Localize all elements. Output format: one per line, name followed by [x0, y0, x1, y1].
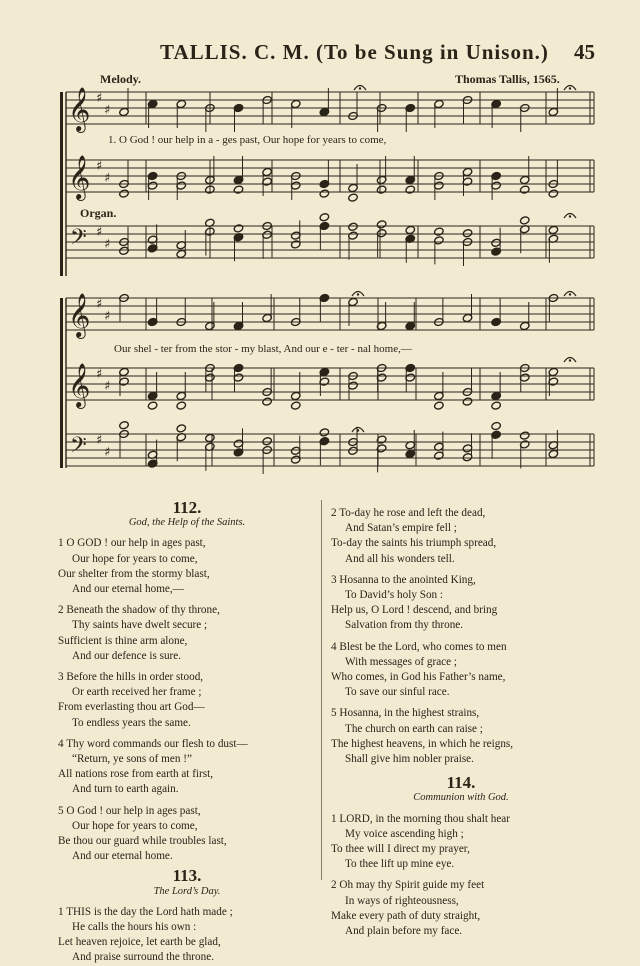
note-head	[434, 227, 445, 236]
note-head	[491, 401, 502, 410]
note-head	[348, 193, 359, 202]
sharp-icon: ♯	[96, 91, 103, 106]
verse-line: Our hope for years to come,	[72, 819, 198, 832]
verse-line: To thee will I direct my prayer,	[331, 843, 470, 856]
note-head	[319, 189, 330, 198]
verse-line: To thee lift up mine eye.	[345, 858, 455, 871]
hymn-114-verses	[331, 812, 591, 940]
sharp-icon: ♯	[96, 225, 103, 240]
verse	[58, 536, 316, 597]
music-score	[0, 0, 640, 480]
sharp-icon: ♯	[96, 367, 103, 382]
verse-line: From everlasting thou art God—	[58, 701, 205, 714]
fermata-dot	[357, 293, 359, 295]
hymn-114-number: 114.	[446, 773, 476, 793]
note-head	[319, 213, 330, 222]
note-head	[519, 431, 530, 440]
verse-line: The church on earth can raise ;	[345, 722, 483, 735]
verse-line: The highest heavens, in which he reigns,	[331, 737, 514, 750]
verse-line: My voice ascending high ;	[345, 827, 464, 840]
verse-line: 4 Blest be the Lord, who comes to men	[331, 640, 507, 653]
right-column	[331, 500, 591, 939]
lyrics-line-2: Our shel - ter from the stor - my blast, And our e - ter - nal home,—	[114, 343, 412, 355]
hymn-114-subtitle: Communion with God.	[413, 792, 509, 804]
sharp-icon: ♯	[104, 379, 111, 394]
verse	[58, 670, 316, 731]
sharp-icon: ♯	[104, 309, 111, 324]
verse-line: “Return, ye sons of men !”	[72, 753, 192, 766]
hymn-113-verses-part-1	[58, 905, 316, 966]
note-head	[176, 424, 187, 433]
treble-clef-icon: 𝄞	[68, 293, 91, 337]
verse-line: Let heaven rejoice, let earth be glad,	[58, 936, 221, 949]
verse-line: 2 To-day he rose and left the dead,	[331, 507, 486, 519]
verse-line: And Satan’s empire fell ;	[345, 522, 457, 535]
bass-clef-icon: 𝄢	[70, 433, 87, 463]
verse-line: 5 Hosanna, in the highest strains,	[331, 707, 480, 720]
verse-line: 4 Thy word commands our flesh to dust—	[58, 737, 248, 750]
page-number: 45	[574, 40, 595, 64]
fermata-dot	[357, 429, 359, 431]
sharp-icon: ♯	[96, 433, 103, 448]
verse-line: Salvation from thy throne.	[345, 619, 464, 632]
note-head	[376, 220, 387, 229]
note-head	[262, 437, 273, 446]
verse	[331, 878, 591, 939]
column-divider	[321, 500, 322, 880]
sharp-icon: ♯	[96, 297, 103, 312]
sharp-icon: ♯	[104, 171, 111, 186]
sharp-icon: ♯	[104, 237, 111, 252]
note-head	[405, 185, 416, 194]
note-head	[548, 225, 559, 234]
verse-line: To save our sinful race.	[345, 686, 450, 699]
note-head	[434, 401, 445, 410]
verse-line: To endless years the same.	[72, 716, 191, 729]
treble-clef-icon: 𝄞	[68, 87, 91, 131]
verse-line: And all his wonders tell.	[345, 552, 455, 565]
note-head	[519, 185, 530, 194]
sharp-icon: ♯	[96, 159, 103, 174]
verse	[58, 603, 316, 664]
verse-line: And praise surround the throne.	[72, 951, 214, 964]
sharp-icon: ♯	[104, 103, 111, 118]
verse-line: 1 THIS is the day the Lord hath made ;	[58, 905, 233, 918]
verse-line: Make every path of duty straight,	[331, 909, 481, 922]
fermata-dot	[569, 359, 571, 361]
verse-line: Who comes, in God his Father’s name,	[331, 671, 506, 684]
note-head	[491, 421, 502, 430]
verse	[331, 640, 591, 701]
note-head	[548, 189, 559, 198]
lyrics-line-1: 1. O God ! our help in a - ges past, Our hope for years to come,	[108, 134, 387, 146]
verse	[58, 737, 316, 798]
left-column	[58, 500, 316, 966]
fermata-dot	[569, 293, 571, 295]
hymn-113-number: 113.	[172, 866, 202, 886]
verse-line: 2 Beneath the shadow of thy throne,	[58, 604, 220, 617]
verse-line: Our hope for years to come,	[72, 552, 198, 565]
melody-label: Melody.	[100, 72, 141, 86]
verse-line: 3 Before the hills in order stood,	[58, 671, 204, 684]
note-head	[376, 185, 387, 194]
fermata-dot	[359, 87, 361, 89]
verse	[58, 804, 316, 865]
verse-line: Be thou our guard while troubles last,	[58, 835, 227, 848]
note-head	[119, 189, 130, 198]
note-head	[462, 397, 473, 406]
note-head	[205, 433, 216, 442]
verse-line: With messages of grace ;	[345, 655, 458, 668]
hymn-112-number: 112.	[172, 498, 202, 517]
fermata-dot	[569, 87, 571, 89]
bass-clef-icon: 𝄢	[70, 225, 87, 255]
verse-line: And plain before my face.	[345, 925, 463, 938]
verse-line: 3 Hosanna to the anointed King,	[331, 573, 476, 586]
verse-line: To David’s holy Son :	[345, 589, 444, 602]
verse-line: In ways of righteousness,	[345, 894, 459, 907]
verse-line: 5 O God ! our help in ages past,	[58, 804, 201, 817]
verse-line: 1 LORD, in the morning thou shalt hear	[331, 812, 510, 825]
verse	[331, 573, 591, 634]
note-head	[233, 224, 244, 233]
system-brace	[60, 298, 63, 468]
note-head	[147, 401, 158, 410]
verse-line: 2 Oh may thy Spirit guide my feet	[331, 879, 485, 892]
hymn-113-subtitle: The Lord’s Day.	[153, 885, 221, 897]
verse-line: Help us, O Lord ! descend, and bring	[331, 604, 498, 617]
verse-line: And turn to earth again.	[72, 783, 179, 796]
composer-credit: Thomas Tallis, 1565.	[455, 72, 560, 86]
note-head	[119, 421, 130, 430]
verse-line: He calls the hours his own :	[72, 921, 197, 934]
verse	[331, 706, 591, 767]
note-head	[519, 216, 530, 225]
hymn-112-verses	[58, 536, 316, 864]
hymn-113-verses-part-2	[331, 506, 591, 767]
fermata-dot	[569, 215, 571, 217]
note-head	[176, 401, 187, 410]
verse-line: And our eternal home.	[72, 850, 173, 863]
verse-line: Shall give him nobler praise.	[345, 753, 474, 766]
verse-line: And our eternal home,—	[72, 583, 184, 596]
verse-line: To-day the saints his triumph spread,	[331, 537, 497, 550]
verse-line: Thy saints have dwelt secure ;	[72, 619, 208, 632]
verse-line: Sufficient is thine arm alone,	[58, 634, 188, 647]
verse	[331, 506, 591, 567]
note-head	[348, 222, 359, 231]
treble-clef-icon: 𝄞	[68, 363, 91, 407]
verse	[58, 905, 316, 966]
treble-clef-icon: 𝄞	[68, 155, 91, 199]
verse-line: And our defence is sure.	[72, 649, 182, 662]
sharp-icon: ♯	[104, 445, 111, 460]
note-head	[462, 229, 473, 238]
verse-line: 1 O GOD ! our help in ages past,	[58, 537, 206, 550]
verse	[331, 812, 591, 873]
note-head	[290, 401, 301, 410]
note-head	[405, 225, 416, 234]
system-brace	[60, 92, 63, 276]
hymn-tune-title: TALLIS. C. M. (To be Sung in Unison.)	[160, 40, 549, 64]
organ-label: Organ.	[80, 206, 117, 220]
note-head	[262, 397, 273, 406]
verse-line: All nations rose from earth at first,	[58, 768, 214, 781]
verse-line: Or earth received her frame ;	[72, 686, 202, 699]
hymn-112-subtitle: God, the Help of the Saints.	[128, 517, 246, 529]
note-head	[319, 428, 330, 437]
note-head	[233, 185, 244, 194]
verse-line: Our shelter from the stormy blast,	[58, 567, 210, 580]
